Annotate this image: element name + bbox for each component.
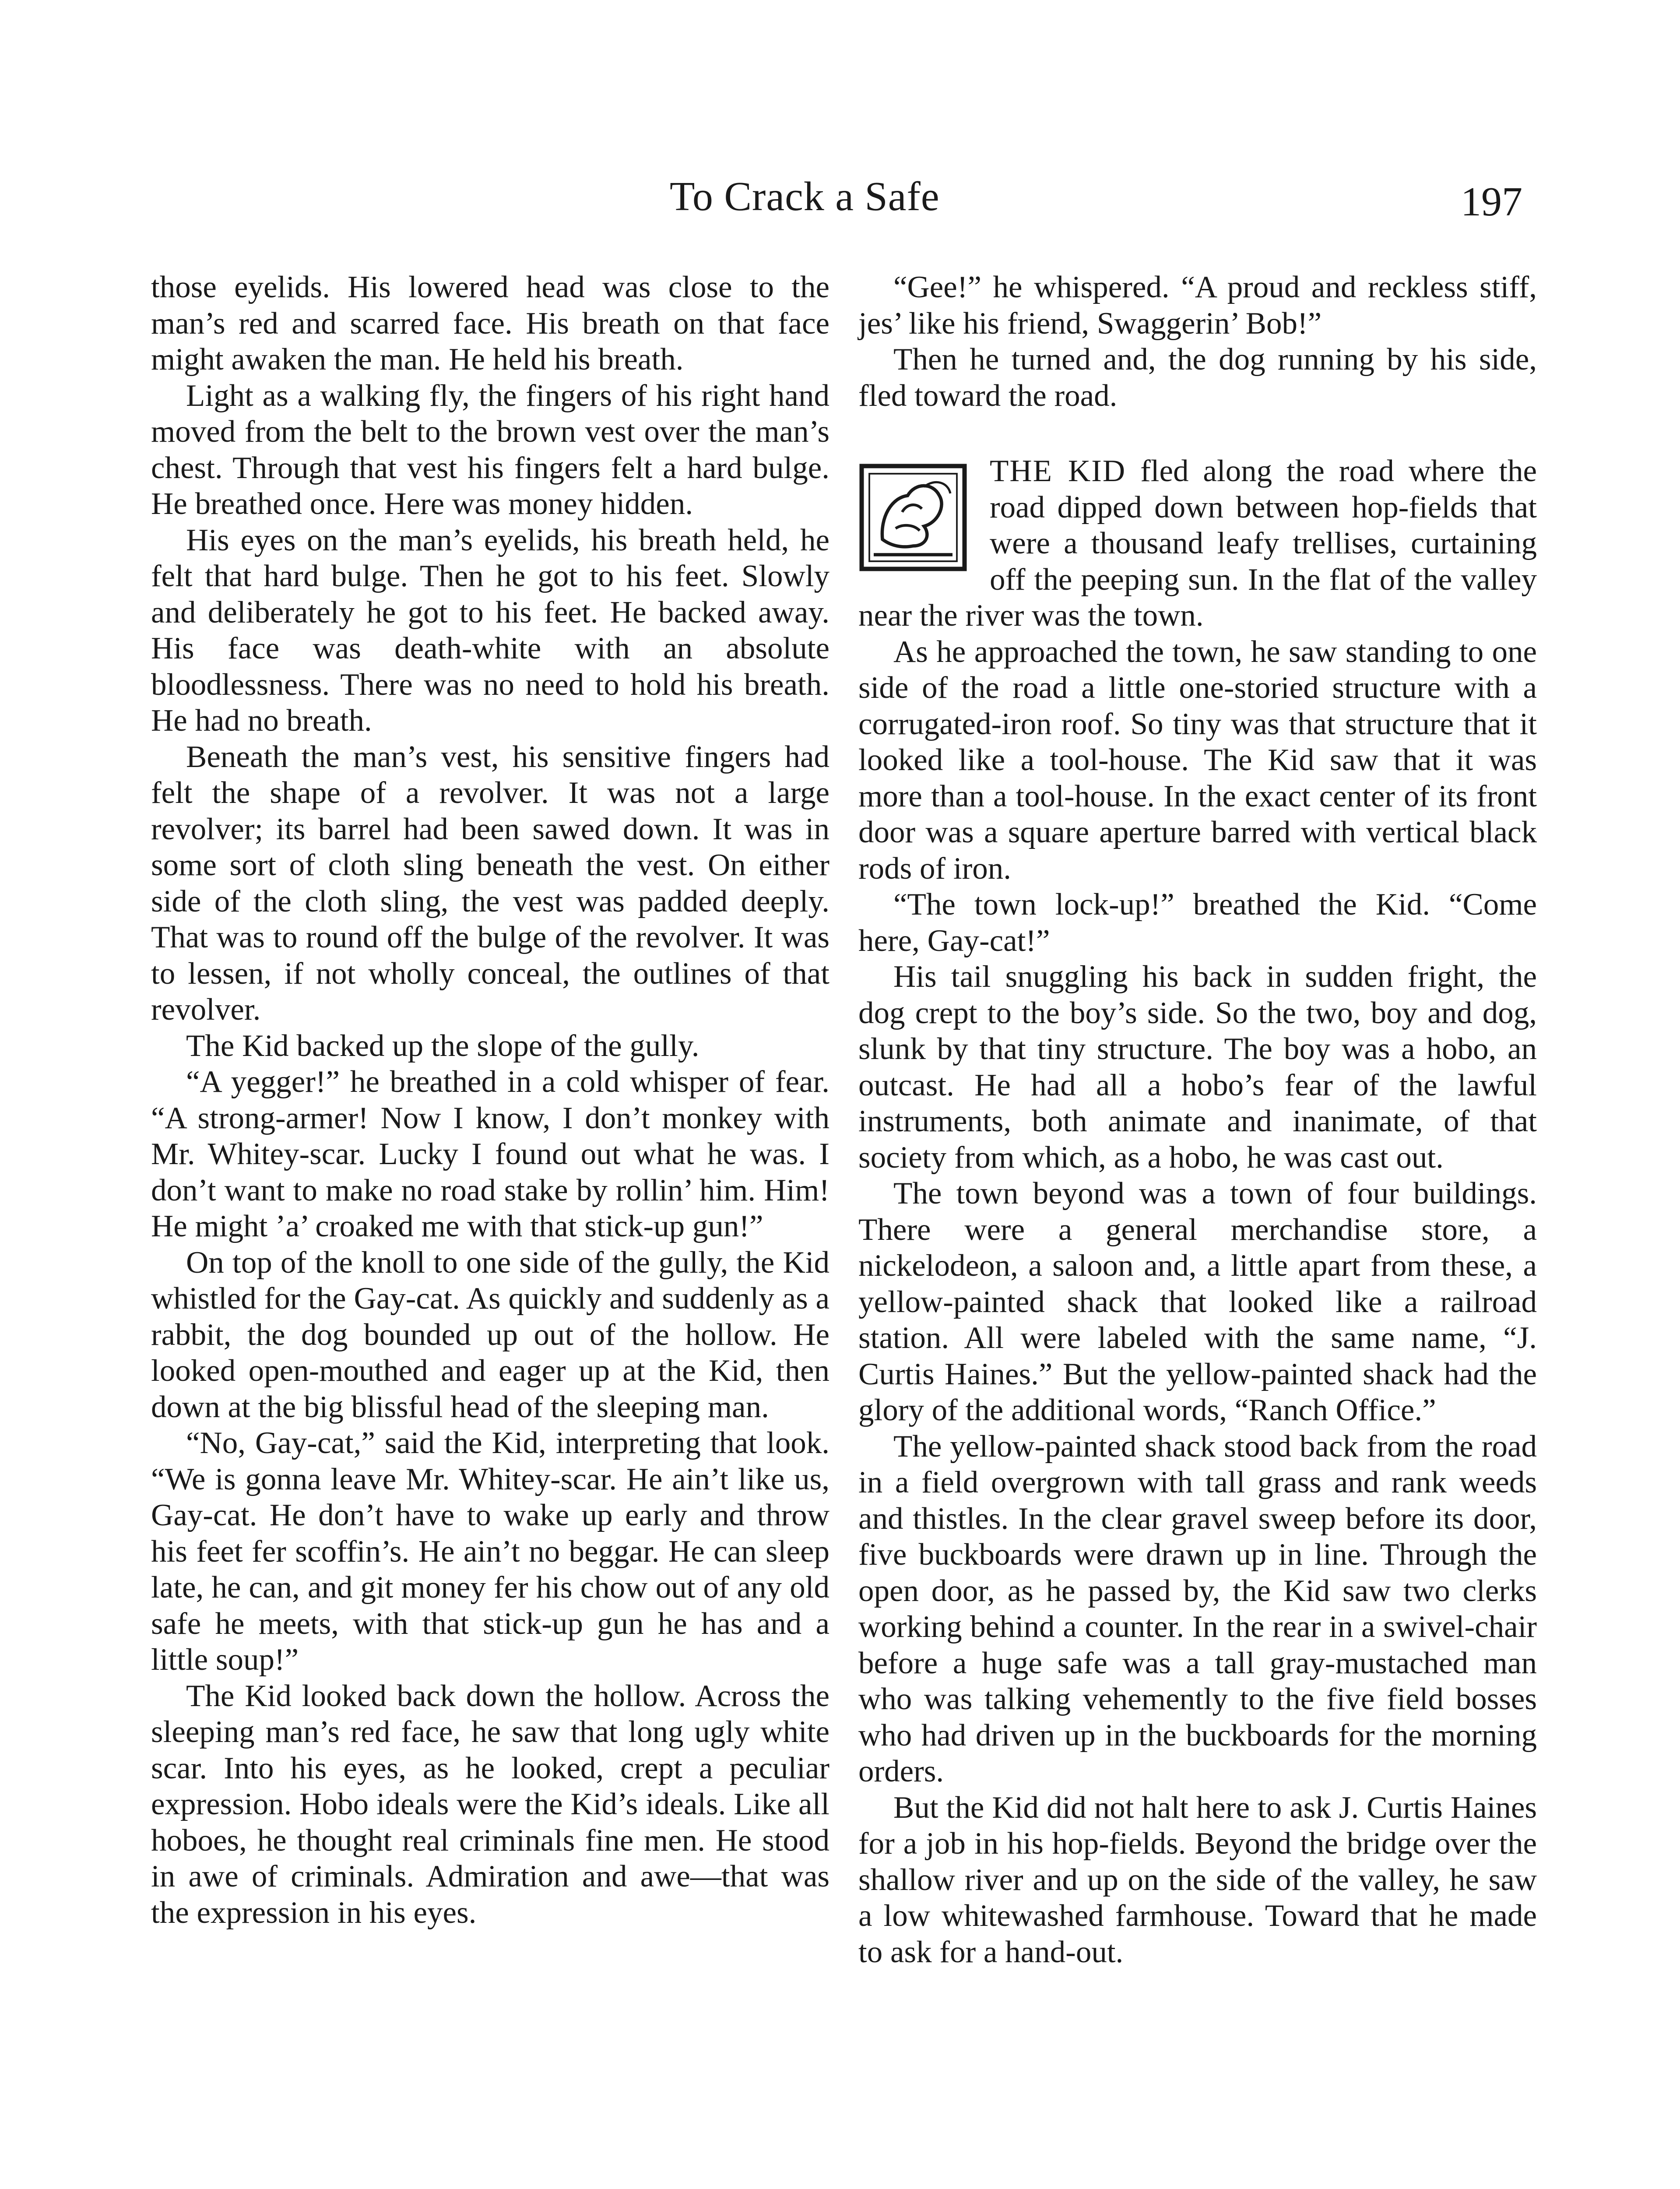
paragraph: “No, Gay-cat,” said the Kid, interpreting that look. “We is gonna leave Mr. Whitey-scar. He ain’t like us, Gay-cat. He don’t have to wake up early and throw his feet fer scoffin’s. He ain’t no beggar. He can sleep late, he can, and git money fer his chow out of any old safe he meets, with that stick-up gun he has and a little soup!” <box>151 1426 829 1677</box>
paragraph: those eyelids. His lowered head was close to the man’s red and scarred face. His breath on that face might awaken the man. He held his breath. <box>151 270 829 377</box>
paragraph: But the Kid did not halt here to ask J. Curtis Haines for a job in his hop-fields. Beyond the bridge over the shallow river and up on the side of the valley, he saw a low whitewashed farmhouse. Toward that he made to ask for a hand-out. <box>858 1790 1537 1969</box>
paragraph: Beneath the man’s vest, his sensitive fingers had felt the shape of a revolver. It was not a large revolver; its barrel had been sawed down. It was in some sort of cloth sling beneath the vest. On either side of the cloth sling, the vest was padded deeply. That was to round off the bulge of the revolver. It was to lessen, if not wholly conceal, the outlines of that revolver. <box>151 739 829 1027</box>
page-number: 197 <box>1461 179 1522 225</box>
paragraph: Light as a walking fly, the fingers of his right hand moved from the belt to the brown vest over the man’s chest. Through that vest his fingers felt a hard bulge. He breathed once. Here was money hidden. <box>151 378 829 521</box>
running-title: To Crack a Safe <box>670 174 940 219</box>
section-opening-paragraph <box>858 453 1537 634</box>
section-break <box>858 414 1537 453</box>
opening-words: THE KID <box>990 454 1126 488</box>
right-column <box>858 269 1537 1970</box>
paragraph: As he approached the town, he saw standing to one side of the road a little one-storied structure with a corrugated-iron roof. So tiny was that structure that it looked like a tool-house. The Kid saw that it was more than a tool-house. In the exact center of its front door was a square aperture barred with vertical black rods of iron. <box>858 634 1537 886</box>
left-column <box>151 269 829 1931</box>
paragraph: “A yegger!” he breathed in a cold whisper of fear. “A strong-armer! Now I know, I don’t monkey with Mr. Whitey-scar. Lucky I found out what he was. I don’t want to make no road stake by rollin’ him. Him! He might ’a’ croaked me with that stick-up gun!” <box>151 1065 829 1243</box>
paragraph: The town beyond was a town of four buildings. There were a general merchandise store, a nickelodeon, a saloon and, a little apart from these, a yellow-painted shack that looked like a railroad station. All were labeled with the same name, “J. Curtis Haines.” But the yellow-painted shack had the glory of the additional words, “Ranch Office.” <box>858 1176 1537 1427</box>
paragraph: On top of the knoll to one side of the gully, the Kid whistled for the Gay-cat. As quickly and suddenly as a rabbit, the dog bounded up out of the hollow. He looked open-mouthed and eager up at the Kid, then down at the big blissful head of the sleeping man. <box>151 1245 829 1424</box>
paragraph: Then he turned and, the dog running by his side, fled toward the road. <box>858 342 1537 413</box>
decorative-initial-ornament-icon <box>858 463 968 572</box>
paragraph: “The town lock-up!” breathed the Kid. “Come here, Gay-cat!” <box>858 887 1537 958</box>
paragraph: His eyes on the man’s eyelids, his breath held, he felt that hard bulge. Then he got to his feet. Slowly and deliberately he got to his feet. He backed away. His face was death-white with an absolute bloodlessness. There was no need to hold his breath. He had no breath. <box>151 523 829 738</box>
opening-text: fled along the road where the road dipped down between hop-fields that were a thousand leafy trellises, curtaining off the peeping sun. In the flat of the valley near the river was the town. <box>858 454 1537 633</box>
paragraph: The Kid backed up the slope of the gully. <box>186 1028 699 1063</box>
paragraph: The Kid looked back down the hollow. Across the sleeping man’s red face, he saw that long ugly white scar. Into his eyes, as he looked, crept a peculiar expression. Hobo ideals were the Kid’s ideals. Like all hoboes, he thought real criminals fine men. He stood in awe of criminals. Admiration and awe—that was the expression in his eyes. <box>151 1679 829 1930</box>
paragraph: His tail snuggling his back in sudden fright, the dog crept to the boy’s side. So the two, boy and dog, slunk by that tiny structure. The boy was a hobo, an outcast. He had all a hobo’s fear of the lawful instruments, both animate and inanimate, of that society from which, as a hobo, he was cast out. <box>858 960 1537 1175</box>
paragraph: The yellow-painted shack stood back from the road in a field overgrown with tall grass and rank weeds and thistles. In the clear gravel sweep before its door, five buckboards were drawn up in line. Through the open door, as he passed by, the Kid saw two clerks working behind a counter. In the rear in a swivel-chair before a huge safe was a tall gray-mustached man who was talking vehemently to the five field bosses who had driven up in the buckboards for the morning orders. <box>858 1429 1537 1788</box>
paragraph: “Gee!” he whispered. “A proud and reckless stiff, jes’ like his friend, Swaggerin’ Bob!” <box>858 270 1537 341</box>
